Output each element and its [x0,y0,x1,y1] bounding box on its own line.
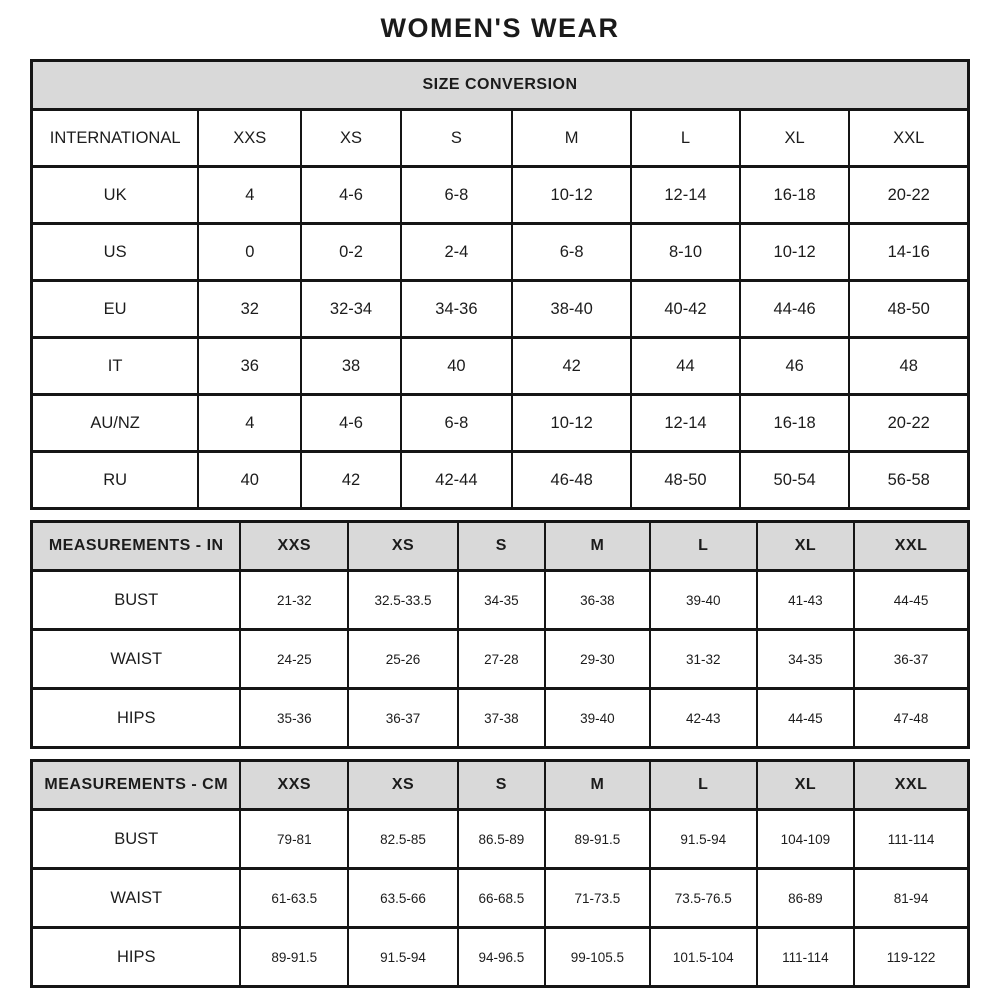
size-column-header: XL [757,522,854,571]
value-cell: 82.5-85 [348,810,458,869]
value-cell: 44-45 [757,689,854,748]
row-label: RU [32,452,199,509]
size-column-header: XXS [240,761,348,810]
value-cell: 37-38 [458,689,545,748]
column-header-international: INTERNATIONAL [32,110,199,167]
page-title: WOMEN'S WEAR [380,13,620,43]
table-row-hips [32,689,969,748]
table-row-waist [32,869,969,928]
size-conversion-header: SIZE CONVERSION [32,61,969,110]
value-cell: 32-34 [301,281,400,338]
size-column-header: XL [740,110,850,167]
value-cell: 42-44 [401,452,513,509]
value-cell: 24-25 [240,630,348,689]
value-cell: 34-35 [757,630,854,689]
value-cell: 25-26 [348,630,458,689]
value-cell: 66-68.5 [458,869,545,928]
value-cell: 36-37 [854,630,968,689]
value-cell: 6-8 [401,167,513,224]
value-cell: 73.5-76.5 [650,869,757,928]
table-row-us [32,224,969,281]
size-column-header: M [545,522,650,571]
value-cell: 20-22 [849,395,968,452]
value-cell: 38-40 [512,281,631,338]
value-cell: 27-28 [458,630,545,689]
table-row-eu [32,281,969,338]
size-column-header: L [650,761,757,810]
value-cell: 91.5-94 [348,928,458,987]
value-cell: 71-73.5 [545,869,650,928]
value-cell: 94-96.5 [458,928,545,987]
value-cell: 4 [198,395,301,452]
size-column-header: XXS [240,522,348,571]
value-cell: 16-18 [740,167,850,224]
table-row-it [32,338,969,395]
value-cell: 46 [740,338,850,395]
value-cell: 48 [849,338,968,395]
row-label: BUST [32,571,241,630]
value-cell: 61-63.5 [240,869,348,928]
value-cell: 56-58 [849,452,968,509]
value-cell: 44-45 [854,571,968,630]
value-cell: 47-48 [854,689,968,748]
value-cell: 6-8 [512,224,631,281]
table-header-row [32,61,969,110]
value-cell: 10-12 [740,224,850,281]
value-cell: 39-40 [545,689,650,748]
row-label: US [32,224,199,281]
row-label: BUST [32,810,241,869]
value-cell: 48-50 [849,281,968,338]
value-cell: 21-32 [240,571,348,630]
value-cell: 0 [198,224,301,281]
table-row-hips [32,928,969,987]
size-column-header: L [650,522,757,571]
table-row-bust [32,810,969,869]
value-cell: 4-6 [301,167,400,224]
row-label: AU/NZ [32,395,199,452]
value-cell: 32.5-33.5 [348,571,458,630]
size-column-header: S [401,110,513,167]
value-cell: 79-81 [240,810,348,869]
value-cell: 50-54 [740,452,850,509]
size-column-header: XXL [854,522,968,571]
value-cell: 111-114 [854,810,968,869]
value-cell: 4 [198,167,301,224]
value-cell: 119-122 [854,928,968,987]
table-row-ru [32,452,969,509]
row-label: EU [32,281,199,338]
value-cell: 20-22 [849,167,968,224]
size-column-header: S [458,522,545,571]
value-cell: 4-6 [301,395,400,452]
row-label: HIPS [32,928,241,987]
value-cell: 34-36 [401,281,513,338]
value-cell: 12-14 [631,395,740,452]
value-cell: 35-36 [240,689,348,748]
size-column-header: M [512,110,631,167]
size-column-header: XXL [849,110,968,167]
size-conversion-table [30,59,970,510]
value-cell: 104-109 [757,810,854,869]
value-cell: 46-48 [512,452,631,509]
value-cell: 16-18 [740,395,850,452]
size-column-header: S [458,761,545,810]
table-row-waist [32,630,969,689]
table-row-bust [32,571,969,630]
value-cell: 44-46 [740,281,850,338]
size-column-header: XXL [854,761,968,810]
value-cell: 101.5-104 [650,928,757,987]
value-cell: 40-42 [631,281,740,338]
size-column-header: M [545,761,650,810]
value-cell: 32 [198,281,301,338]
size-column-header: XS [348,761,458,810]
value-cell: 41-43 [757,571,854,630]
value-cell: 36-38 [545,571,650,630]
measurements-cm-header: MEASUREMENTS - CM [32,761,241,810]
row-label: WAIST [32,630,241,689]
value-cell: 89-91.5 [545,810,650,869]
measurements-in-header: MEASUREMENTS - IN [32,522,241,571]
value-cell: 91.5-94 [650,810,757,869]
value-cell: 10-12 [512,395,631,452]
measurements-in-table [30,520,970,749]
size-column-header: XL [757,761,854,810]
value-cell: 36-37 [348,689,458,748]
measurements-cm-table [30,759,970,988]
value-cell: 63.5-66 [348,869,458,928]
value-cell: 44 [631,338,740,395]
table-row-aunz [32,395,969,452]
value-cell: 29-30 [545,630,650,689]
value-cell: 0-2 [301,224,400,281]
size-column-header: XXS [198,110,301,167]
table-row-uk [32,167,969,224]
value-cell: 81-94 [854,869,968,928]
value-cell: 111-114 [757,928,854,987]
value-cell: 86.5-89 [458,810,545,869]
page [30,0,970,988]
row-label: IT [32,338,199,395]
size-column-header: XS [348,522,458,571]
value-cell: 12-14 [631,167,740,224]
value-cell: 89-91.5 [240,928,348,987]
value-cell: 14-16 [849,224,968,281]
value-cell: 8-10 [631,224,740,281]
column-header-row [32,110,969,167]
row-label: WAIST [32,869,241,928]
table-header-row [32,522,969,571]
value-cell: 42-43 [650,689,757,748]
value-cell: 42 [301,452,400,509]
value-cell: 34-35 [458,571,545,630]
value-cell: 39-40 [650,571,757,630]
value-cell: 6-8 [401,395,513,452]
value-cell: 42 [512,338,631,395]
value-cell: 48-50 [631,452,740,509]
value-cell: 31-32 [650,630,757,689]
value-cell: 38 [301,338,400,395]
value-cell: 40 [198,452,301,509]
row-label: UK [32,167,199,224]
value-cell: 99-105.5 [545,928,650,987]
value-cell: 40 [401,338,513,395]
value-cell: 10-12 [512,167,631,224]
value-cell: 86-89 [757,869,854,928]
row-label: HIPS [32,689,241,748]
value-cell: 2-4 [401,224,513,281]
size-column-header: XS [301,110,400,167]
value-cell: 36 [198,338,301,395]
size-column-header: L [631,110,740,167]
table-header-row [32,761,969,810]
